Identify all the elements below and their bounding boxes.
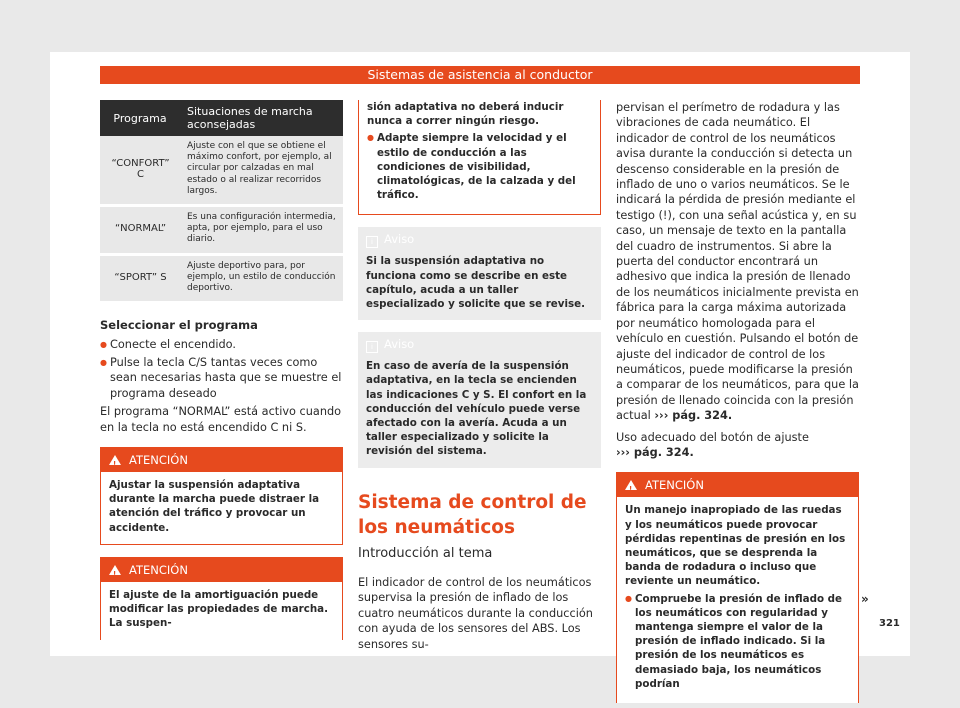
table-row: [100, 254, 343, 303]
bullet-ignition: ● Conecte el encendido.: [100, 337, 343, 352]
info-icon: i: [366, 236, 378, 248]
warning-box: [100, 557, 343, 640]
warning-triangle-icon: [109, 455, 121, 465]
warning-text: El ajuste de la amortiguación puede modificar las propiedades de marcha. La suspen-: [109, 588, 329, 630]
page-reference-link[interactable]: ››› pág. 324.: [654, 409, 733, 423]
situation-cell: Ajuste deportivo para, por ejemplo, un estilo de conducción deportivo.: [180, 254, 343, 303]
table-header-row: [100, 100, 343, 136]
warning-title: ATENCIÓN: [129, 453, 188, 468]
page-reference-link[interactable]: ››› pág. 324.: [616, 445, 694, 459]
usage-paragraph: [616, 430, 859, 461]
note-header: [358, 227, 601, 251]
program-cell: “SPORT” S: [100, 254, 180, 303]
table-header-program: Programa: [100, 100, 180, 136]
note-text: En caso de avería de la suspensión adaptativa, en la tecla se encienden las indicaciones C y S. El confort en la conducción del vehículo puede verse afectado con la avería. Acuda a un taller especializado y solicite la revisión del sistema.: [366, 360, 587, 458]
note-title: Aviso: [384, 337, 415, 352]
program-cell: “CONFORT” C: [100, 136, 180, 206]
warning-title: ATENCIÓN: [645, 478, 704, 493]
warning-triangle-icon: [625, 480, 637, 490]
warning-continuation: [358, 100, 601, 215]
warning-paragraph: Un manejo inapropiado de las ruedas y los neumáticos puede provocar pérdidas repentinas de presión en los neumáticos, que se desprenda la banda de rodadura o incluso que reviente un neumático.: [625, 504, 846, 588]
table-row: [100, 206, 343, 255]
warning-title: ATENCIÓN: [129, 562, 188, 577]
note-text: Si la suspensión adaptativa no funciona como se describe en este capítulo, acuda a un taller especializado y solicite que se revise.: [366, 255, 586, 311]
bullet-press-key: ● Pulse la tecla C/S tantas veces como sean necesarias hasta que se muestre el programa deseado: [100, 355, 343, 401]
warning-text: Ajustar la suspensión adaptativa durante la marcha puede distraer la atención del tráfico y provocar un accidente.: [109, 479, 320, 534]
warning-continuation-text: sión adaptativa no deberá inducir nunca a correr ningún riesgo.: [367, 101, 564, 128]
warning-box: [100, 447, 343, 545]
situation-cell: Es una configuración intermedia, apta, por ejemplo, para el uso diario.: [180, 206, 343, 255]
body-text: pervisan el perímetro de rodadura y las vibraciones de cada neumático. El indicador de control de los neumáticos avisa durante la conducción si detecta un descenso considerable en la presión de inflado de uno o varios neumáticos. Se le indicará la pérdida de presión mediante el testigo (!), con una señal acústica y, en su caso, un mensaje de texto en la pantalla del cuadro de instrumentos. Si abre la puerta del conductor encontrará un adhesivo que indica la presión de llenado de los neumáticos inicialmente prevista en fábrica para la carga máxima autorizada por neumático homologada para el vehículo en cuestión. Pulsando el botón de ajuste del indicador de control de los neumáticos, puede modificarse la presión a comparar de los neumáticos, para que la presión de llenado coincida con la presión actual: [616, 101, 859, 423]
usage-text: Uso adecuado del botón de ajuste: [616, 430, 809, 444]
warning-triangle-icon: [109, 565, 121, 575]
warning-text: [617, 497, 858, 703]
note-box: [358, 332, 601, 467]
body-paragraph: [616, 100, 859, 424]
warning-header: [101, 448, 342, 472]
subheading-select-program: Seleccionar el programa: [100, 318, 258, 333]
situation-cell: Ajuste con el que se obtiene el máximo confort, por ejemplo, al circular por calzadas en mal estado o al realizar recorridos largos.: [180, 136, 343, 206]
note-title: Aviso: [384, 232, 415, 247]
warning-bullet: ● Adapte siempre la velocidad y el estilo de conducción a las condiciones de visibilidad, climatológicas, de la calzada y del tráfico.: [367, 131, 592, 202]
column-left: [100, 100, 343, 640]
section-header: Sistemas de asistencia al conductor: [100, 66, 860, 84]
warning-box: [616, 472, 859, 703]
program-table: [100, 100, 343, 304]
normal-program-paragraph: El programa “NORMAL” está activo cuando en la tecla no está encendido C ni S.: [100, 405, 342, 434]
table-row: [100, 136, 343, 206]
column-middle: [358, 100, 601, 655]
warning-header: [101, 558, 342, 582]
program-cell: “NORMAL”: [100, 206, 180, 255]
warning-bullet: ● Compruebe la presión de inflado de los neumáticos con regularidad y mantenga siempre el valor de la presión de inflado indicado. Si la presión de los neumáticos es demasiado baja, los neumáticos podrían: [625, 592, 850, 691]
section-title: Sistema de control de los neumáticos: [358, 491, 587, 538]
subsection-title: Introducción al tema: [358, 545, 493, 561]
body-paragraph: El indicador de control de los neumáticos supervisa la presión de inflado de los cuatro neumáticos durante la conducción con ayuda de los sensores del ABS. Los sensores su-: [358, 576, 593, 651]
continue-arrow: »: [861, 592, 869, 606]
note-box: [358, 227, 601, 320]
column-right: [616, 100, 859, 703]
note-header: [358, 332, 601, 356]
page-number: 321: [879, 618, 900, 629]
table-header-situations: Situaciones de marcha aconsejadas: [180, 100, 343, 136]
warning-header: [617, 473, 858, 497]
info-icon: i: [366, 341, 378, 353]
